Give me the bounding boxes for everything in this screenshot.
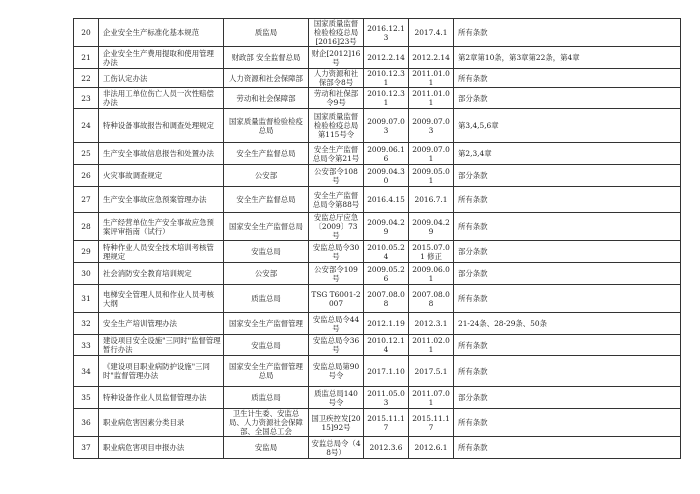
issuing-authority: 国家安全生产监督管理总局 bbox=[224, 356, 309, 387]
regulation-name: 企业安全生产标准化基本规范 bbox=[99, 19, 224, 47]
applicable-clauses: 部分条款 bbox=[454, 165, 681, 187]
applicable-clauses: 所有条款 bbox=[454, 437, 681, 459]
document-number: 财企[2012]16号 bbox=[309, 47, 364, 69]
regulation-name: 生产安全事故信息报告和处置办法 bbox=[99, 143, 224, 165]
document-number: 安监总厅应急〔2009〕73号 bbox=[309, 213, 364, 241]
issue-date: 2016.4.15 bbox=[364, 187, 409, 213]
effective-date: 2012.6.1 bbox=[409, 437, 454, 459]
regulation-name: 职业病危害项目申报办法 bbox=[99, 437, 224, 459]
effective-date: 2009.04.29 bbox=[409, 213, 454, 241]
effective-date: 2011.07.01 bbox=[409, 387, 454, 409]
table-row bbox=[74, 47, 681, 69]
document-number: 安全生产监督总局令第88号 bbox=[309, 187, 364, 213]
table-row bbox=[74, 241, 681, 263]
document-number: 公安部令109号 bbox=[309, 263, 364, 285]
document-number: 劳动和社保部令9号 bbox=[309, 88, 364, 109]
regulation-name: 社会消防安全教育培训规定 bbox=[99, 263, 224, 285]
document-number: 安全生产监督总局令第21号 bbox=[309, 143, 364, 165]
issue-date: 2010.12.14 bbox=[364, 335, 409, 356]
applicable-clauses: 部分条款 bbox=[454, 88, 681, 109]
issue-date: 2010.12.31 bbox=[364, 88, 409, 109]
row-number: 34 bbox=[74, 356, 99, 387]
applicable-clauses: 部分条款 bbox=[454, 263, 681, 285]
issuing-authority: 卫生计生委、安监总局、人力资源社会保障部、全国总工会 bbox=[224, 409, 309, 437]
effective-date: 2017.5.1 bbox=[409, 356, 454, 387]
row-number: 24 bbox=[74, 109, 99, 143]
issue-date: 2017.1.10 bbox=[364, 356, 409, 387]
row-number: 28 bbox=[74, 213, 99, 241]
applicable-clauses: 部分条款 bbox=[454, 241, 681, 263]
row-number: 25 bbox=[74, 143, 99, 165]
issuing-authority: 安监总局 bbox=[224, 335, 309, 356]
row-number: 33 bbox=[74, 335, 99, 356]
table-row bbox=[74, 285, 681, 313]
document-number: 安监总局令36号 bbox=[309, 335, 364, 356]
regulation-name: 特种设备作业人员监督管理办法 bbox=[99, 387, 224, 409]
applicable-clauses: 第2章第10条，第3章第22条，第4章 bbox=[454, 47, 681, 69]
row-number: 30 bbox=[74, 263, 99, 285]
table-row bbox=[74, 313, 681, 335]
table-row bbox=[74, 19, 681, 47]
row-number: 35 bbox=[74, 387, 99, 409]
regulations-table bbox=[73, 18, 681, 459]
issue-date: 2009.05.26 bbox=[364, 263, 409, 285]
effective-date: 2009.07.01 bbox=[409, 143, 454, 165]
regulation-name: 生产经营单位生产安全事故应急预案评审指南（试行） bbox=[99, 213, 224, 241]
issuing-authority: 安全生产监督总局 bbox=[224, 143, 309, 165]
issue-date: 2007.08.08 bbox=[364, 285, 409, 313]
issuing-authority: 国家质量监督检验检疫总局 bbox=[224, 109, 309, 143]
row-number: 21 bbox=[74, 47, 99, 69]
issuing-authority: 安全生产监督总局 bbox=[224, 187, 309, 213]
row-number: 20 bbox=[74, 19, 99, 47]
table-row bbox=[74, 387, 681, 409]
row-number: 31 bbox=[74, 285, 99, 313]
table-body bbox=[74, 19, 681, 459]
applicable-clauses: 所有条款 bbox=[454, 213, 681, 241]
effective-date: 2015.11.17 bbox=[409, 409, 454, 437]
issuing-authority: 人力资源和社会保障部 bbox=[224, 69, 309, 88]
regulation-name: 火灾事故调查规定 bbox=[99, 165, 224, 187]
applicable-clauses: 第2,3,4章 bbox=[454, 143, 681, 165]
table-row bbox=[74, 437, 681, 459]
issuing-authority: 劳动和社会保障部 bbox=[224, 88, 309, 109]
row-number: 22 bbox=[74, 69, 99, 88]
applicable-clauses: 所有条款 bbox=[454, 335, 681, 356]
document-number: 人力资源和社保部令8号 bbox=[309, 69, 364, 88]
row-number: 36 bbox=[74, 409, 99, 437]
document-number: 质监总局140号令 bbox=[309, 387, 364, 409]
issue-date: 2009.07.03 bbox=[364, 109, 409, 143]
issuing-authority: 质监总局 bbox=[224, 387, 309, 409]
regulation-name: 建设项目安全设施"三同时"监督管理暂行办法 bbox=[99, 335, 224, 356]
document-number: 国卫疾控发[2015]92号 bbox=[309, 409, 364, 437]
issue-date: 2009.04.29 bbox=[364, 213, 409, 241]
table-row bbox=[74, 356, 681, 387]
document-number: 安监总局令（48号） bbox=[309, 437, 364, 459]
applicable-clauses: 所有条款 bbox=[454, 19, 681, 47]
document-number: 安监总局令44号 bbox=[309, 313, 364, 335]
issue-date: 2009.06.16 bbox=[364, 143, 409, 165]
issuing-authority: 国家安全生产监督管理 bbox=[224, 313, 309, 335]
effective-date: 2009.05.01 bbox=[409, 165, 454, 187]
table-row bbox=[74, 213, 681, 241]
row-number: 27 bbox=[74, 187, 99, 213]
issue-date: 2010.05.24 bbox=[364, 241, 409, 263]
effective-date: 2009.07.03 bbox=[409, 109, 454, 143]
issuing-authority: 国家安全生产监督总局 bbox=[224, 213, 309, 241]
row-number: 37 bbox=[74, 437, 99, 459]
applicable-clauses: 所有条款 bbox=[454, 285, 681, 313]
table-row bbox=[74, 409, 681, 437]
table-row bbox=[74, 109, 681, 143]
issuing-authority: 安监总局 bbox=[224, 241, 309, 263]
issuing-authority: 财政部 安全监督总局 bbox=[224, 47, 309, 69]
document-number: 国家质量监督检验检疫总局第115号令 bbox=[309, 109, 364, 143]
applicable-clauses: 所有条款 bbox=[454, 356, 681, 387]
applicable-clauses: 所有条款 bbox=[454, 409, 681, 437]
issue-date: 2016.12.13 bbox=[364, 19, 409, 47]
document-number: 安监总局令30号 bbox=[309, 241, 364, 263]
table-row bbox=[74, 69, 681, 88]
issuing-authority: 质监总局 bbox=[224, 285, 309, 313]
issue-date: 2012.2.14 bbox=[364, 47, 409, 69]
document-number: 安监总局第90号令 bbox=[309, 356, 364, 387]
effective-date: 2011.02.01 bbox=[409, 335, 454, 356]
applicable-clauses: 所有条款 bbox=[454, 187, 681, 213]
effective-date: 2017.4.1 bbox=[409, 19, 454, 47]
regulation-name: 企业安全生产费用提取和使用管理办法 bbox=[99, 47, 224, 69]
regulation-name: 电梯安全管理人员和作业人员考核大纲 bbox=[99, 285, 224, 313]
applicable-clauses: 部分条款 bbox=[454, 387, 681, 409]
regulation-name: 职业病危害因素分类目录 bbox=[99, 409, 224, 437]
row-number: 26 bbox=[74, 165, 99, 187]
row-number: 32 bbox=[74, 313, 99, 335]
applicable-clauses: 所有条款 bbox=[454, 69, 681, 88]
regulation-name: 特种作业人员安全技术培训考核管理规定 bbox=[99, 241, 224, 263]
issue-date: 2011.05.03 bbox=[364, 387, 409, 409]
effective-date: 2011.01.01 bbox=[409, 69, 454, 88]
effective-date: 2012.2.14 bbox=[409, 47, 454, 69]
regulation-name: 工伤认定办法 bbox=[99, 69, 224, 88]
document-number: TSG T6001-2007 bbox=[309, 285, 364, 313]
effective-date: 2016.7.1 bbox=[409, 187, 454, 213]
issue-date: 2010.12.31 bbox=[364, 69, 409, 88]
row-number: 23 bbox=[74, 88, 99, 109]
issue-date: 2012.3.6 bbox=[364, 437, 409, 459]
table-row bbox=[74, 335, 681, 356]
document-number: 国家质量监督检验检疫总局[2016]23号 bbox=[309, 19, 364, 47]
effective-date: 2009.06.01 bbox=[409, 263, 454, 285]
effective-date: 2015.07.01 修正 bbox=[409, 241, 454, 263]
regulation-name: 非法用工单位伤亡人员一次性赔偿办法 bbox=[99, 88, 224, 109]
table-row bbox=[74, 187, 681, 213]
effective-date: 2011.01.01 bbox=[409, 88, 454, 109]
effective-date: 2012.3.1 bbox=[409, 313, 454, 335]
table-row bbox=[74, 165, 681, 187]
regulation-name: 特种设备事故报告和调查处理规定 bbox=[99, 109, 224, 143]
applicable-clauses: 21-24条、28-29条、50条 bbox=[454, 313, 681, 335]
regulation-name: 安全生产培训管理办法 bbox=[99, 313, 224, 335]
regulations-table-page bbox=[73, 18, 680, 470]
issue-date: 2009.04.30 bbox=[364, 165, 409, 187]
issue-date: 2015.11.17 bbox=[364, 409, 409, 437]
issue-date: 2012.1.19 bbox=[364, 313, 409, 335]
table-row bbox=[74, 88, 681, 109]
regulation-name: 生产安全事故应急预案管理办法 bbox=[99, 187, 224, 213]
row-number: 29 bbox=[74, 241, 99, 263]
issuing-authority: 公安部 bbox=[224, 263, 309, 285]
table-row bbox=[74, 143, 681, 165]
applicable-clauses: 第3,4,5,6章 bbox=[454, 109, 681, 143]
regulation-name: 《建设项目职业病防护设施"三同时"监督管理办法 bbox=[99, 356, 224, 387]
issuing-authority: 公安部 bbox=[224, 165, 309, 187]
issuing-authority: 质监局 bbox=[224, 19, 309, 47]
effective-date: 2007.08.08 bbox=[409, 285, 454, 313]
table-row bbox=[74, 263, 681, 285]
document-number: 公安部令108号 bbox=[309, 165, 364, 187]
issuing-authority: 安监局 bbox=[224, 437, 309, 459]
